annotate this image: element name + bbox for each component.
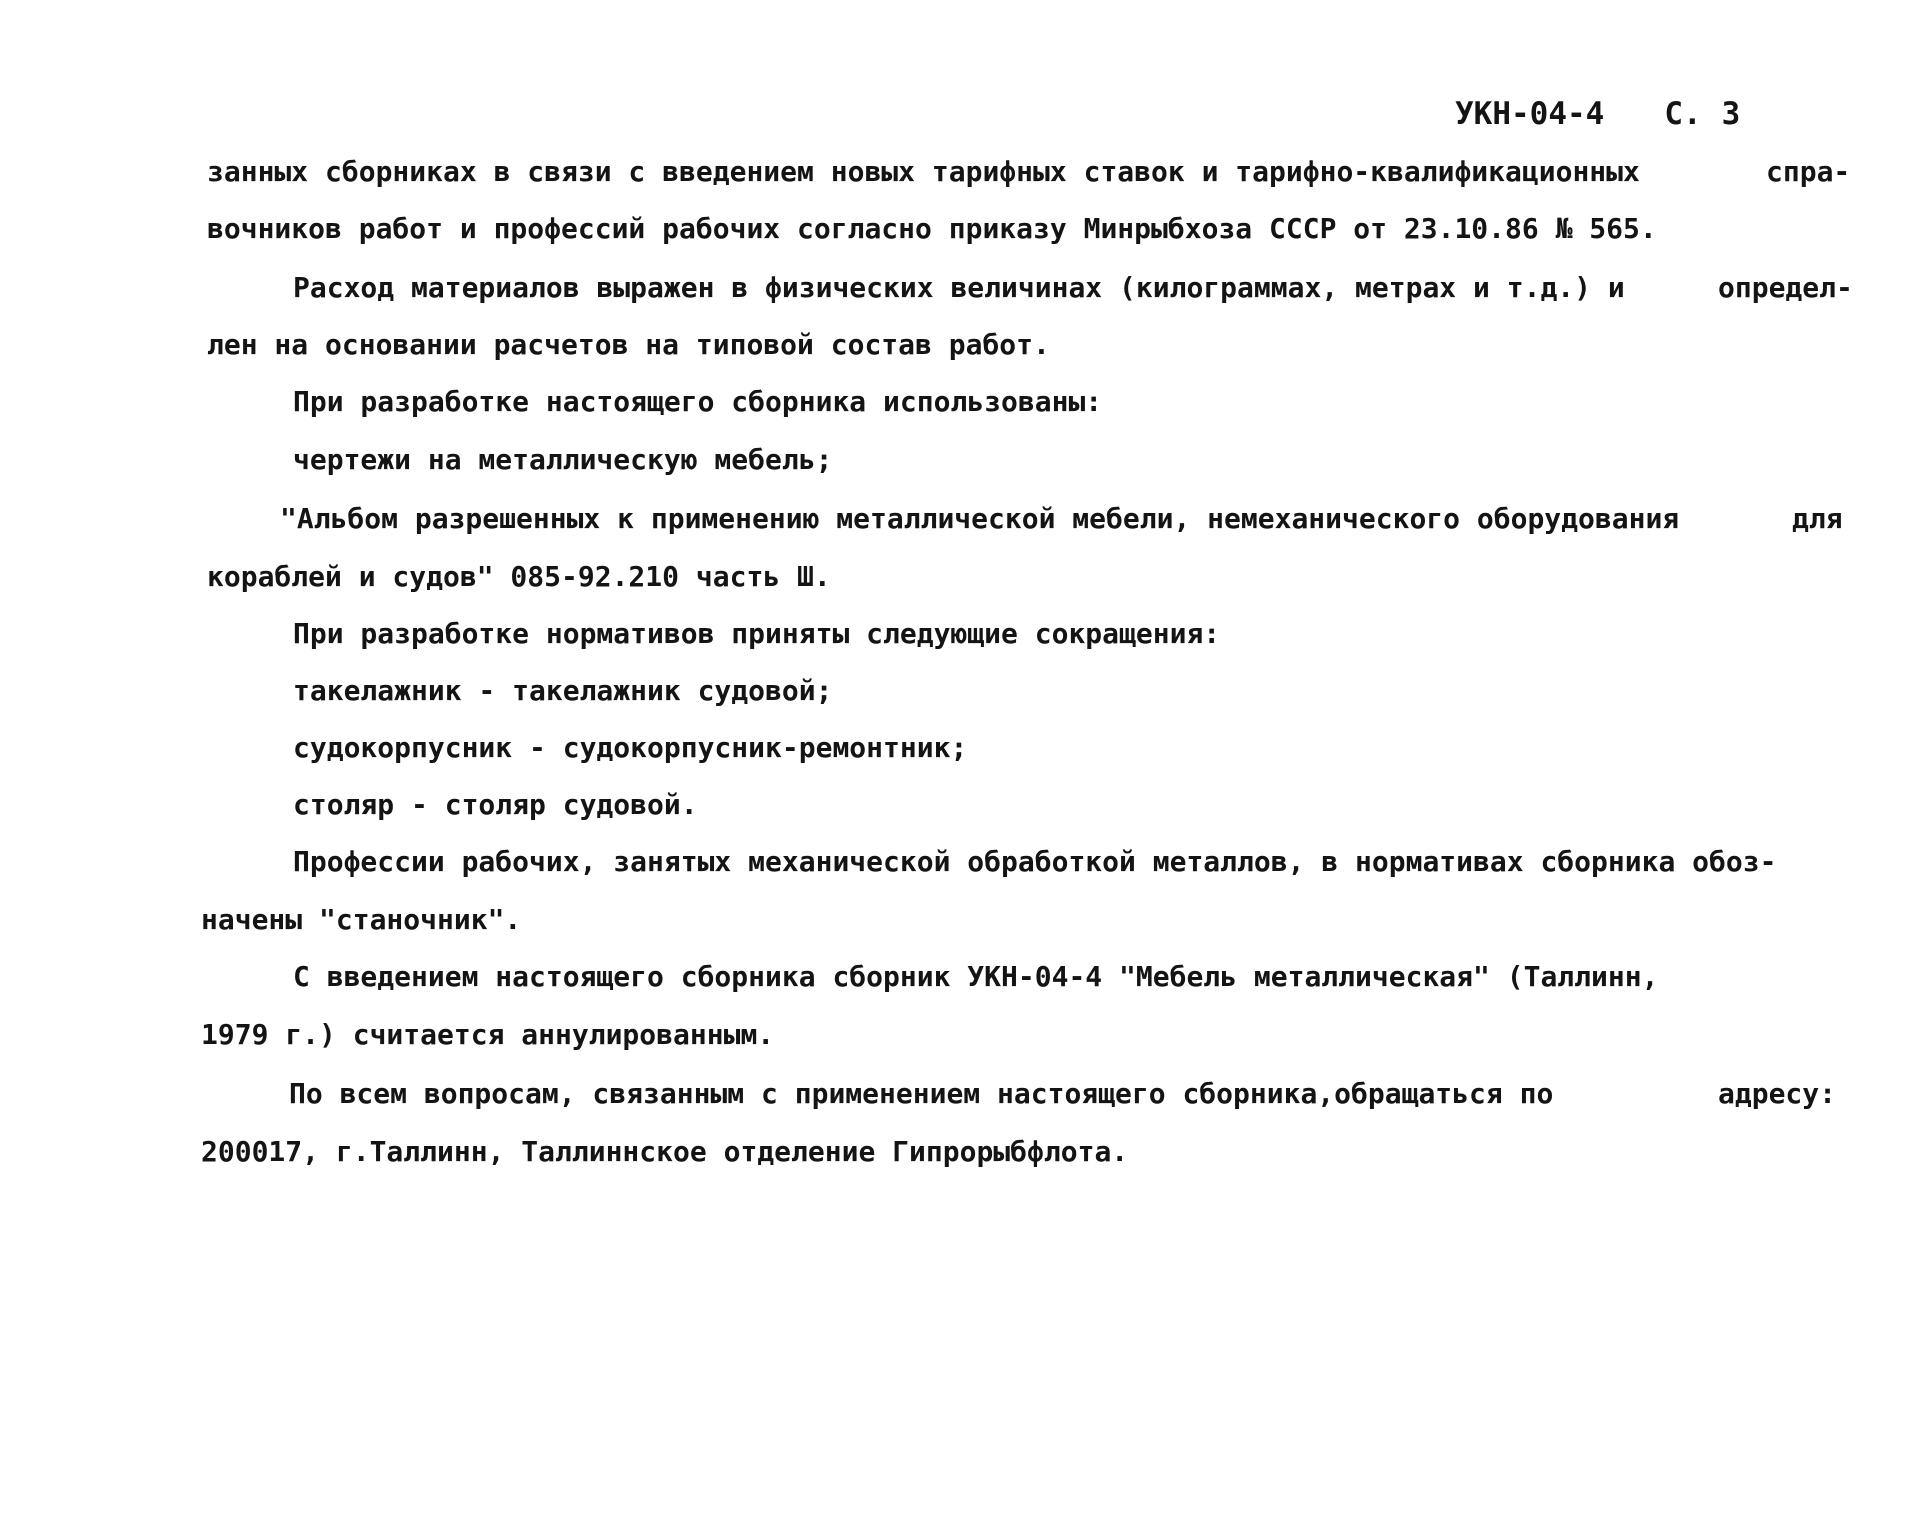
text-line: чертежи на металлическую мебель;: [293, 443, 833, 476]
text-line: начены "станочник".: [201, 903, 522, 936]
text-line: занных сборниках в связи с введением новых тарифных ставок и тарифно-квалификационных: [207, 155, 1640, 188]
text-line-end: для: [1792, 502, 1843, 535]
text-line: "Альбом разрешенных к применению металлической мебели, немеханического оборудования: [280, 502, 1680, 535]
text-line-end: спра-: [1766, 155, 1851, 188]
text-line: По всем вопросам, связанным с применением настоящего сборника,обращаться по: [289, 1077, 1554, 1110]
document-code: УКН-04-4: [1455, 96, 1605, 132]
text-line-end: определ-: [1718, 271, 1853, 304]
text-line: Профессии рабочих, занятых механической обработкой металлов, в нормативах сборника обоз-: [293, 845, 1777, 878]
text-line: При разработке нормативов приняты следующие сокращения:: [293, 617, 1221, 650]
text-line: лен на основании расчетов на типовой состав работ.: [207, 328, 1050, 361]
text-line-end: адресу:: [1718, 1077, 1837, 1110]
text-line: 200017, г.Таллинн, Таллиннское отделение Гипрорыбфлота.: [201, 1135, 1129, 1168]
text-line: столяр - столяр судовой.: [293, 788, 698, 821]
page-label: С.: [1664, 96, 1702, 132]
page-header: [1455, 96, 1740, 132]
text-line: кораблей и судов" 085-92.210 часть Ш.: [207, 560, 831, 593]
text-line: вочников работ и профессий рабочих согласно приказу Минрыбхоза СССР от 23.10.86 № 565.: [207, 212, 1657, 245]
page-number: 3: [1721, 96, 1741, 132]
text-line: При разработке настоящего сборника использованы:: [293, 385, 1103, 418]
text-line: Расход материалов выражен в физических величинах (килограммах, метрах и т.д.) и: [293, 271, 1625, 304]
text-line: такелажник - такелажник судовой;: [293, 674, 833, 707]
text-line: С введением настоящего сборника сборник УКН-04-4 "Мебель металлическая" (Таллинн,: [293, 960, 1659, 993]
text-line: 1979 г.) считается аннулированным.: [201, 1018, 775, 1051]
text-line: судокорпусник - судокорпусник-ремонтник;: [293, 731, 968, 764]
